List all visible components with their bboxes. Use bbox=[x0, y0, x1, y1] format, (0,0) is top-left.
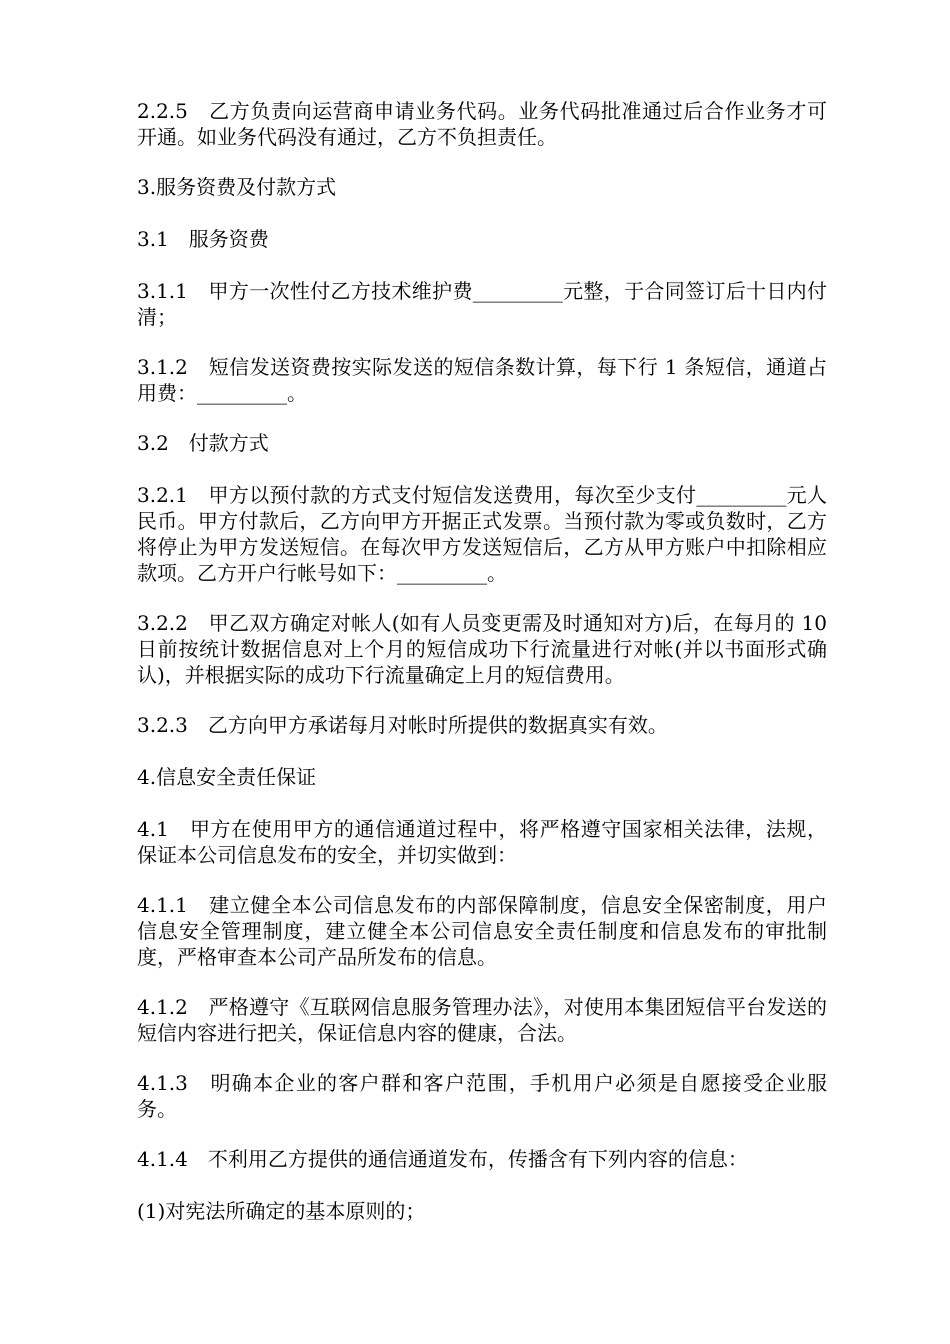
clause-4-1-3: 4.1.3 明确本企业的客户群和客户范围，手机用户必须是自愿接受企业服务。 bbox=[137, 1071, 827, 1121]
clause-2-2-5: 2.2.5 乙方负责向运营商申请业务代码。业务代码批准通过后合作业务才可开通。如业务代码没有通过，乙方不负担责任。 bbox=[137, 99, 827, 149]
clause-4-1: 4.1 甲方在使用甲方的通信通道过程中，将严格遵守国家相关法律，法规，保证本公司信息发布的安全，并切实做到： bbox=[137, 817, 827, 867]
item-1: (1)对宪法所确定的基本原则的； bbox=[137, 1199, 426, 1223]
clause-4-1-1: 4.1.1 建立健全本公司信息发布的内部保障制度，信息安全保密制度，用户信息安全管理制度，建立健全本公司信息安全责任制度和信息发布的审批制度，严格审查本公司产品所发布的信息。 bbox=[137, 893, 827, 969]
document-body bbox=[137, 98, 834, 1248]
clause-3-1-1: 3.1.1 甲方一次性付乙方技术维护费_________元整，于合同签订后十日内付清； bbox=[137, 279, 827, 329]
section-4-heading: 4.信息安全责任保证 bbox=[137, 765, 317, 789]
section-3-heading: 3.服务资费及付款方式 bbox=[137, 175, 337, 199]
section-3-1-heading: 3.1 服务资费 bbox=[137, 227, 269, 251]
section-3-2-heading: 3.2 付款方式 bbox=[137, 431, 269, 455]
clause-3-2-1: 3.2.1 甲方以预付款的方式支付短信发送费用，每次至少支付_________元人民币。甲方付款后，乙方向甲方开据正式发票。当预付款为零或负数时，乙方将停止为甲方发送短信。在每次甲方发送短信后，乙方从甲方账户中扣除相应款项。乙方开户行帐号如下：_________。 bbox=[137, 483, 827, 585]
clause-4-1-4: 4.1.4 不利用乙方提供的通信通道发布，传播含有下列内容的信息： bbox=[137, 1147, 748, 1171]
clause-4-1-2: 4.1.2 严格遵守《互联网信息服务管理办法》，对使用本集团短信平台发送的短信内容进行把关，保证信息内容的健康，合法。 bbox=[137, 995, 827, 1045]
clause-3-2-3: 3.2.3 乙方向甲方承诺每月对帐时所提供的数据真实有效。 bbox=[137, 713, 668, 737]
clause-3-2-2: 3.2.2 甲乙双方确定对帐人(如有人员变更需及时通知对方)后，在每月的 10 日前按统计数据信息对上个月的短信成功下行流量进行对帐(并以书面形式确认)，并根据实际的成功下行流量确定上月的短信费用。 bbox=[137, 611, 834, 687]
clause-3-1-2: 3.1.2 短信发送资费按实际发送的短信条数计算，每下行 1 条短信，通道占用费：_________。 bbox=[137, 355, 827, 405]
